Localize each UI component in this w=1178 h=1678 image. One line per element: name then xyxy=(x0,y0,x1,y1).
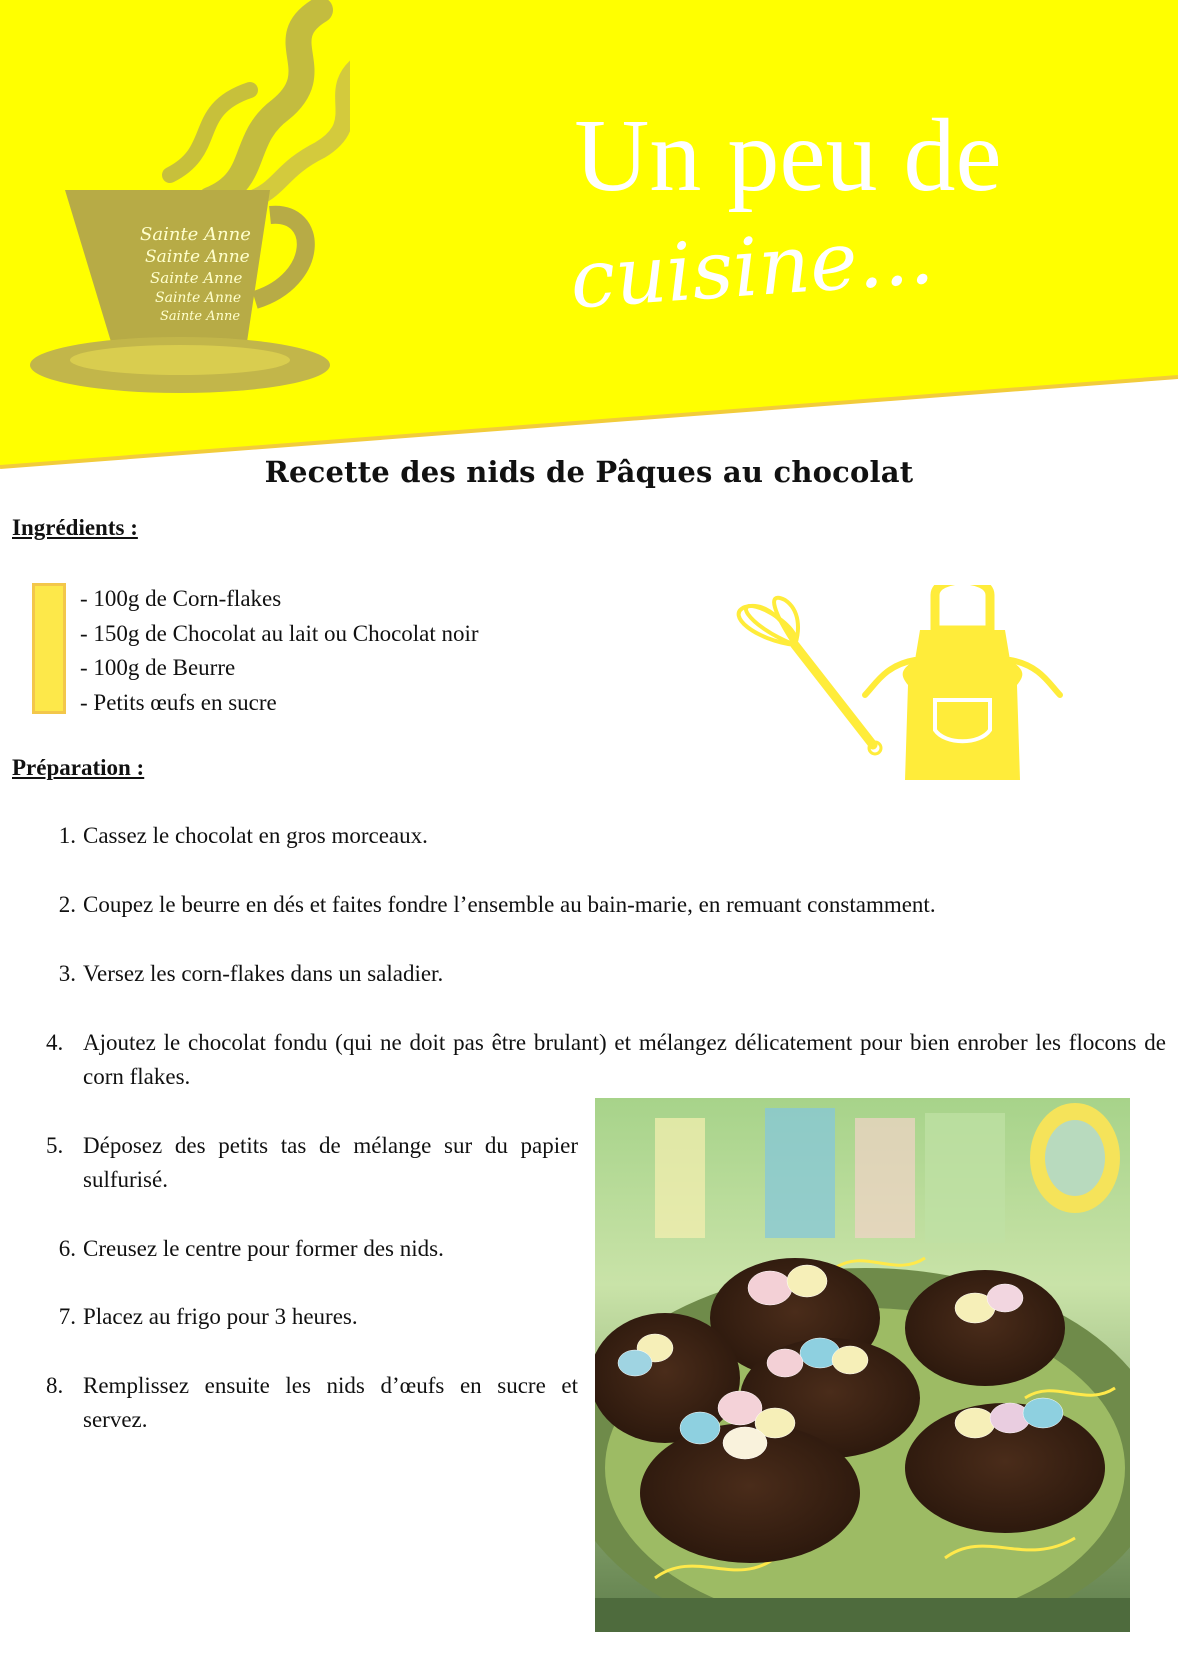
step-item: 3. Versez les corn-flakes dans un saladier. xyxy=(58,961,444,986)
list-item: - Petits œufs en sucre xyxy=(80,689,277,715)
ingredients-accent-bar xyxy=(32,583,66,714)
cup-text: Sainte Anne xyxy=(150,269,243,287)
step-item: 7. Placez au frigo pour 3 heures. xyxy=(58,1304,358,1329)
step-item: 2. Coupez le beurre en dés et faites fondre l’ensemble au bain-marie, en remuant constamment. xyxy=(58,892,936,917)
ingredients-list xyxy=(80,582,479,720)
cup-text: Sainte Anne xyxy=(140,224,251,245)
cup-text: Sainte Anne xyxy=(145,247,250,267)
coffee-cup-icon xyxy=(20,0,350,420)
whisk-icon xyxy=(739,598,881,754)
banner-heading-line2: cuisine... xyxy=(567,208,937,327)
cup-text: Sainte Anne xyxy=(155,290,242,306)
list-item: - 100g de Corn-flakes xyxy=(80,586,282,611)
step-item: 6. Creusez le centre pour former des nids. xyxy=(58,1236,444,1261)
banner-heading-line1: Un peu de xyxy=(574,98,1002,213)
kitchen-illustration xyxy=(725,585,1075,785)
step-item: 5. Déposez des petits tas de mélange sur du papier sulfurisé. xyxy=(46,1133,578,1192)
ingredients-heading: Ingrédients : xyxy=(12,515,138,540)
chocolate-nests-photo xyxy=(595,1098,1130,1632)
apron-icon xyxy=(865,585,1060,780)
step-item: 8. Remplissez ensuite les nids d’œufs en sucre et servez. xyxy=(46,1373,578,1432)
preparation-heading: Préparation : xyxy=(12,755,145,780)
step-item: 1. Cassez le chocolat en gros morceaux. xyxy=(58,823,428,848)
cup-text: Sainte Anne xyxy=(160,309,241,324)
list-item: - 150g de Chocolat au lait ou Chocolat noir xyxy=(80,620,479,646)
recipe-title: Recette des nids de Pâques au chocolat xyxy=(264,455,914,489)
step-item: 4. Ajoutez le chocolat fondu (qui ne doit pas être brulant) et mélangez délicatement pour bien enrober les flocons de corn flakes. xyxy=(46,1030,1166,1089)
list-item: - 100g de Beurre xyxy=(80,655,236,680)
